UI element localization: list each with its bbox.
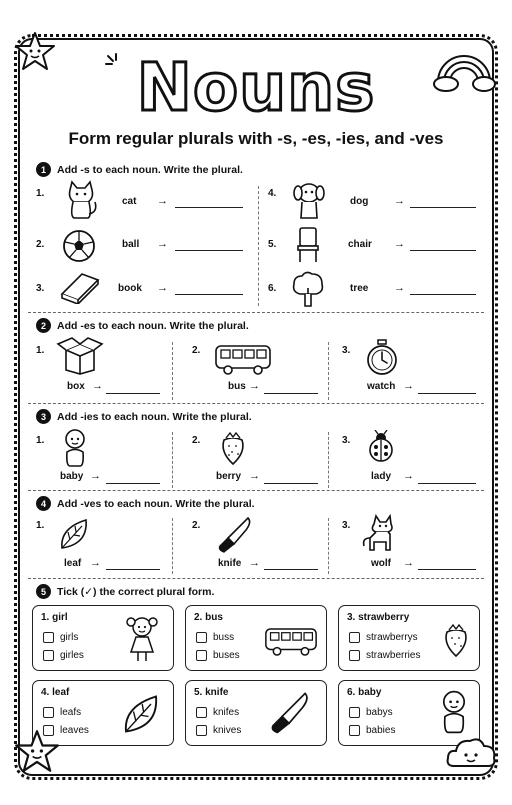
column-divider	[172, 342, 173, 400]
section-number: 4	[36, 496, 51, 511]
answer-line[interactable]	[106, 569, 160, 570]
section-1-heading	[36, 162, 243, 177]
bus-icon	[264, 626, 318, 658]
knife-icon	[266, 691, 312, 735]
noun-word: tree	[350, 283, 369, 294]
arrow-icon: →	[157, 238, 168, 250]
smiling-star-icon	[14, 728, 60, 774]
section-instruction: Add -ies to each noun. Write the plural.	[57, 410, 252, 423]
arrow-icon: →	[249, 470, 260, 482]
answer-line[interactable]	[106, 483, 160, 484]
checkbox[interactable]	[43, 707, 54, 718]
option-strawberrys[interactable]: strawberrys	[349, 632, 418, 643]
item-number: 4.	[268, 188, 277, 199]
noun-word: lady	[371, 471, 392, 482]
tick-box-girl	[32, 605, 174, 671]
wolf-icon	[360, 514, 400, 554]
item-number: 2.	[192, 345, 201, 356]
noun-word: box	[67, 381, 85, 392]
section-divider	[28, 403, 484, 404]
box-heading: 2. bus	[194, 612, 223, 623]
stopwatch-icon	[364, 338, 400, 378]
column-divider	[258, 186, 259, 306]
item-number: 1.	[36, 345, 45, 356]
tick-box-knife	[185, 680, 327, 746]
column-divider	[172, 518, 173, 574]
dog-icon	[290, 180, 328, 220]
column-divider	[328, 518, 329, 574]
item-number: 5.	[268, 239, 277, 250]
section-number: 3	[36, 409, 51, 424]
item-number: 1.	[36, 520, 45, 531]
arrow-icon: →	[394, 282, 405, 294]
item-number: 2.	[192, 435, 201, 446]
section-2-heading	[36, 318, 249, 333]
book-icon	[58, 272, 102, 304]
answer-line[interactable]	[175, 207, 243, 208]
arrow-icon: →	[157, 282, 168, 294]
checkbox[interactable]	[349, 707, 360, 718]
bus-icon	[214, 344, 272, 376]
section-4-heading	[36, 496, 255, 511]
noun-word: wolf	[371, 558, 391, 569]
answer-line[interactable]	[410, 294, 476, 295]
arrow-icon: →	[394, 195, 405, 207]
section-number: 1	[36, 162, 51, 177]
noun-word: leaf	[64, 558, 82, 569]
item-number: 3.	[342, 345, 351, 356]
checkbox[interactable]	[349, 632, 360, 643]
box-heading: 3. strawberry	[347, 612, 410, 623]
item-number: 3.	[36, 283, 45, 294]
noun-word: cat	[122, 196, 137, 207]
answer-line[interactable]	[264, 483, 318, 484]
answer-line[interactable]	[418, 569, 476, 570]
answer-line[interactable]	[264, 569, 318, 570]
column-divider	[172, 432, 173, 488]
baby-icon	[437, 689, 471, 735]
noun-word: chair	[348, 239, 372, 250]
option-girls[interactable]: girls	[43, 632, 78, 643]
checkbox[interactable]	[349, 650, 360, 661]
soccer-ball-icon	[62, 229, 96, 263]
section-instruction: Add -ves to each noun. Write the plural.	[57, 497, 255, 510]
arrow-icon: →	[92, 380, 103, 392]
option-leaves[interactable]: leaves	[43, 725, 89, 736]
box-heading: 4. leaf	[41, 687, 70, 698]
noun-word: book	[118, 283, 142, 294]
column-divider	[328, 342, 329, 400]
section-divider	[28, 490, 484, 491]
option-knifes[interactable]: knifes	[196, 707, 239, 718]
strawberry-icon	[218, 430, 248, 466]
arrow-icon: →	[403, 470, 414, 482]
noun-word: baby	[60, 471, 84, 482]
tick-box-bus	[185, 605, 327, 671]
checkbox[interactable]	[196, 725, 207, 736]
smiling-cloud-icon	[446, 734, 498, 770]
tree-icon	[290, 270, 326, 308]
answer-line[interactable]	[264, 393, 318, 394]
section-divider	[28, 578, 484, 579]
noun-word: dog	[350, 196, 369, 207]
noun-word: ball	[122, 239, 140, 250]
chair-icon	[296, 226, 320, 264]
arrow-icon: →	[90, 470, 101, 482]
checkbox[interactable]	[196, 650, 207, 661]
girl-icon	[125, 614, 159, 664]
cat-icon	[62, 180, 100, 220]
strawberry-icon	[441, 620, 471, 660]
arrow-icon: →	[403, 380, 414, 392]
box-heading: 1. girl	[41, 612, 68, 623]
checkbox[interactable]	[196, 707, 207, 718]
leaf-icon	[121, 691, 161, 737]
option-babies[interactable]: babies	[349, 725, 395, 736]
section-number: 5	[36, 584, 51, 599]
checkbox[interactable]	[43, 650, 54, 661]
item-number: 1.	[36, 435, 45, 446]
section-instruction: Add -es to each noun. Write the plural.	[57, 319, 249, 332]
section-divider	[28, 312, 484, 313]
option-leafs[interactable]: leafs	[43, 707, 81, 718]
answer-line[interactable]	[175, 294, 243, 295]
noun-word: watch	[367, 381, 396, 392]
noun-word: berry	[216, 471, 242, 482]
answer-line[interactable]	[410, 207, 476, 208]
option-babys[interactable]: babys	[349, 707, 393, 718]
answer-line[interactable]	[106, 393, 160, 394]
item-number: 2.	[192, 520, 201, 531]
arrow-icon: →	[403, 557, 414, 569]
answer-line[interactable]	[410, 250, 476, 251]
page-title: Nouns	[136, 49, 376, 126]
arrow-icon: →	[157, 195, 168, 207]
section-5-heading	[36, 584, 214, 599]
item-number: 3.	[342, 435, 351, 446]
item-number: 6.	[268, 283, 277, 294]
section-instruction: Add -s to each noun. Write the plural.	[57, 163, 243, 176]
item-number: 3.	[342, 520, 351, 531]
item-number: 2.	[36, 239, 45, 250]
option-knives[interactable]: knives	[196, 725, 241, 736]
box-icon	[56, 336, 104, 376]
noun-word: bus	[228, 381, 246, 392]
answer-line[interactable]	[418, 393, 476, 394]
option-buses[interactable]: buses	[196, 650, 240, 661]
page-subtitle: Form regular plurals with -s, -es, -ies, and -ves	[68, 129, 444, 148]
arrow-icon: →	[90, 557, 101, 569]
baby-icon	[60, 428, 90, 468]
knife-icon	[214, 516, 254, 554]
box-heading: 6. baby	[347, 687, 382, 698]
arrow-icon: →	[394, 238, 405, 250]
checkbox[interactable]	[43, 632, 54, 643]
noun-word: knife	[218, 558, 242, 569]
tick-box-strawberry	[338, 605, 480, 671]
answer-line[interactable]	[175, 250, 243, 251]
section-instruction: Tick (✓) the correct plural form.	[57, 585, 215, 598]
box-heading: 5. knife	[194, 687, 229, 698]
checkbox[interactable]	[349, 725, 360, 736]
option-girles[interactable]: girles	[43, 650, 84, 661]
section-number: 2	[36, 318, 51, 333]
leaf-icon	[58, 516, 90, 552]
ladybug-icon	[366, 430, 396, 464]
item-number: 1.	[36, 188, 45, 199]
option-buss[interactable]: buss	[196, 632, 234, 643]
answer-line[interactable]	[418, 483, 476, 484]
arrow-icon: →	[249, 380, 260, 392]
section-3-heading	[36, 409, 252, 424]
arrow-icon: →	[249, 557, 260, 569]
option-strawberries[interactable]: strawberries	[349, 650, 420, 661]
checkbox[interactable]	[196, 632, 207, 643]
column-divider	[328, 432, 329, 488]
